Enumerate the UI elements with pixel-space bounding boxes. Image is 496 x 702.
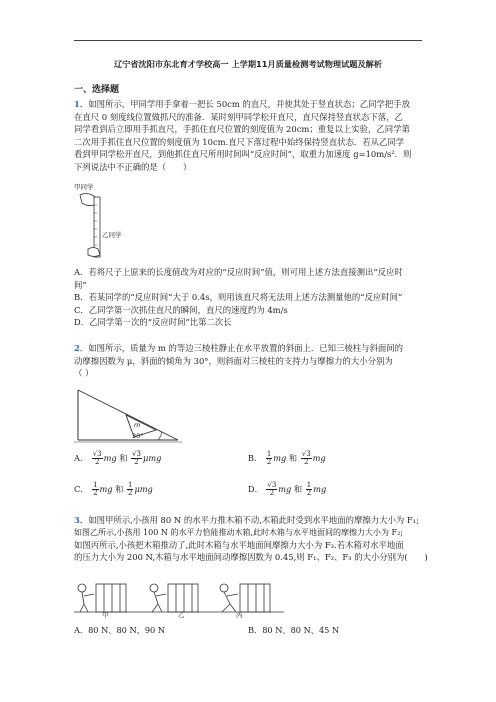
question-number: 1． bbox=[74, 99, 89, 109]
question-3-line-1: 如图甲所示,小孩用 80 N 的水平力推木箱不动,木箱此时受到水平地面的摩擦力大小为 F₁; bbox=[88, 515, 419, 525]
question-number: 3． bbox=[74, 515, 89, 525]
header-rule bbox=[74, 40, 422, 41]
question-1-line-3: 同学看到后立即用手抓直尺，手抓住直尺位置的刻度值为 20cm；重复以上实验，乙同学第 bbox=[74, 124, 410, 135]
question-3-line-2: 如图乙所示,小孩用 100 N 的水平力恰能推动木箱,此时木箱与水平地面间的摩擦力大小为 F₂; bbox=[74, 527, 403, 537]
option-d: D．乙同学第一次的“反应时间”比第二次长 bbox=[74, 317, 232, 328]
question-3-line-3: 如图丙所示,小孩把木箱推动了,此时木箱与水平地面间摩擦力大小为 F₃.若木箱对水平地面 bbox=[74, 539, 404, 550]
option-b: B．若某同学的“反应时间”大于 0.4s，则用该直尺将无法用上述方法测量他的“反应时间” bbox=[74, 292, 403, 303]
question-number: 2． bbox=[74, 343, 89, 353]
question-2-line-1: 如图所示，质量为 m 的等边三棱柱静止在水平放置的斜面上．已知三棱柱与斜面间的 bbox=[88, 343, 403, 353]
ruler-illustration bbox=[74, 183, 144, 263]
question-2-line-3: （ ） bbox=[74, 368, 94, 379]
incline-illustration bbox=[74, 388, 184, 444]
q2-option-c: C． $\frac{1}{2}$ mg 和 $\frac{1}{2}$ μmg bbox=[74, 481, 153, 498]
page-title: 辽宁省沈阳市东北育才学校高一 上学期11月质量检测考试物理试题及解析 bbox=[113, 59, 383, 69]
question-1-line-1: 如图所示，甲同学用手拿着一把长 50cm 的直尺，并使其处于竖直状态；乙同学把手放 bbox=[88, 99, 410, 109]
q2-option-a: A． $\frac{√3}{2}$ mg 和 $\frac{√3}{2}$ μmg bbox=[74, 450, 162, 467]
question-2 bbox=[74, 342, 422, 380]
question-2-line-2: 动摩擦因数为 μ，斜面的倾角为 30°，则斜面对三棱柱的支持力与摩擦力的大小分别为 bbox=[74, 355, 393, 366]
figure-label-m: m bbox=[134, 421, 141, 429]
question-1-line-2: 在直尺 0 刻度线位置做抓尺的准备．某时刻甲同学松开直尺，直尺保持竖直状态下落，乙 bbox=[74, 111, 403, 122]
q2-option-d: D． $\frac{√3}{2}$ mg 和 $\frac{1}{2}$ mg bbox=[248, 481, 327, 498]
question-1-line-4: 二次用手抓住直尺位置的刻度值为 10cm.直尺下落过程中始终保持竖直状态．若从乙同学 bbox=[74, 136, 405, 147]
ruler-figure bbox=[74, 183, 144, 263]
figure-label-angle: 30° bbox=[132, 432, 144, 440]
question-3-line-4: 的压力大小为 200 N,木箱与水平地面间动摩擦因数为 0.45,则 F₁、F₂、F₃ 的大小分别为( ) bbox=[74, 552, 428, 563]
figure-label-yi: 乙 bbox=[178, 611, 185, 619]
question-3 bbox=[74, 514, 428, 564]
section-heading: 一、选择题 bbox=[74, 85, 120, 95]
figure-label-jia: 甲同学 bbox=[74, 183, 94, 191]
q3-option-a: A．80 N、80 N、90 N bbox=[74, 625, 166, 635]
incline-figure bbox=[74, 388, 184, 444]
q2-option-b: B． $\frac{1}{2}$ mg 和 $\frac{√3}{2}$ mg bbox=[248, 450, 326, 467]
option-a-cont: 间” bbox=[74, 279, 87, 290]
q3-option-b: B．80 N、80 N、45 N bbox=[248, 625, 340, 635]
figure-label-yi: 乙同学 bbox=[102, 231, 122, 239]
push-box-figure bbox=[74, 578, 284, 620]
figure-label-bing: 丙 bbox=[236, 611, 243, 619]
question-1-options bbox=[74, 266, 422, 329]
question-1-line-6: 下列说法中不正确的是（ ） bbox=[74, 162, 192, 173]
figure-label-jia: 甲 bbox=[102, 611, 109, 619]
option-c: C．乙同学第一次抓住直尺的瞬间，直尺的速度约为 4m/s bbox=[74, 304, 288, 315]
option-a: A．若将尺子上原来的长度值改为对应的“反应时间”值，则可用上述方法直接测出“反应时 bbox=[74, 267, 403, 277]
question-1-line-5: 看到甲同学松开直尺，到他抓住直尺所用时间叫“反应时间”，取重力加速度 g=10m/s²．则 bbox=[74, 149, 412, 160]
question-1 bbox=[74, 98, 422, 174]
